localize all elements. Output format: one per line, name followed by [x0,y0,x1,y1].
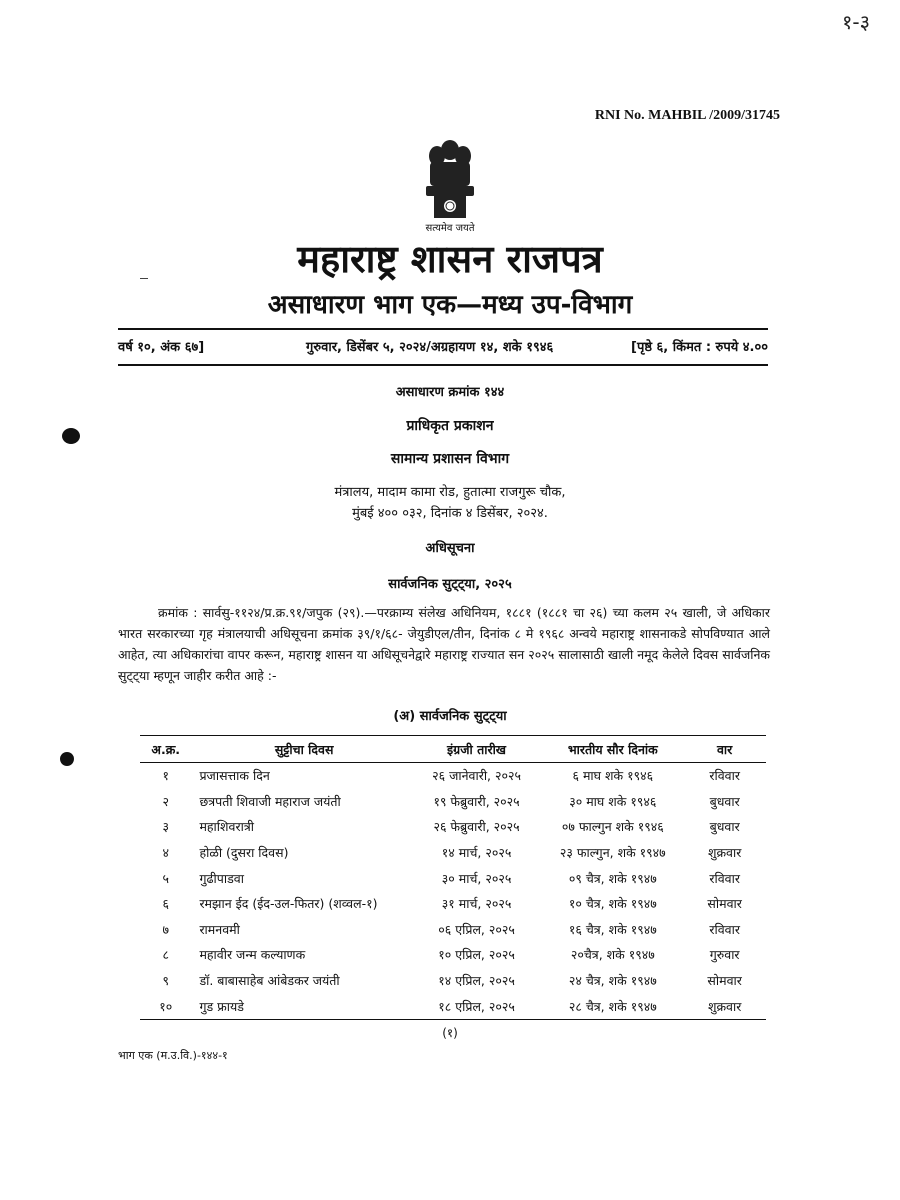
page-number: (१) [442,1026,458,1040]
header-rule-bottom [118,364,768,366]
department-name: सामान्य प्रशासन विभाग [390,451,510,467]
cell-english-date: १४ मार्च, २०२५ [441,845,512,861]
cell-saka-date: १० चैत्र, शके १९४७ [568,896,657,912]
table-row [140,942,766,968]
cell-holiday: महावीर जन्म कल्याणक [199,947,306,963]
address-line-1: मंत्रालय, मादाम कामा रोड, हुतात्मा राजगुरू चौक, [334,485,566,500]
table-row [140,789,766,815]
table-row [140,968,766,994]
cell-saka-date: २०चैत्र, शके १९४७ [570,947,655,963]
table-row [140,814,766,840]
cell-serial: ८ [162,947,169,963]
volume-issue: वर्ष १०, अंक ६७] [118,340,205,355]
gazette-subtitle: असाधारण भाग एक—मध्य उप-विभाग [267,290,633,320]
handwritten-page-note: १-३ [841,10,870,34]
header-english-date: इंग्रजी तारीख [411,736,542,763]
issue-meta [118,337,768,359]
cell-holiday: रामनवमी [199,921,240,937]
cell-english-date: २६ जानेवारी, २०२५ [432,768,522,784]
pages-price: [पृष्ठे ६, किंमत : रुपये ४.०० [631,340,768,355]
cell-saka-date: ६ माघ शके १९४६ [572,768,654,784]
punch-hole-mark [62,428,80,444]
cell-holiday: डॉ. बाबासाहेब आंबेडकर जयंती [199,973,340,989]
cell-serial: ५ [162,870,169,886]
cell-saka-date: ०७ फाल्गुन शके १९४६ [561,819,664,835]
table-header-row [140,736,766,763]
cell-holiday: महाशिवरात्री [199,819,254,835]
cell-english-date: ३० मार्च, २०२५ [441,870,512,886]
cell-saka-date: २३ फाल्गुन, शके १९४७ [559,845,666,861]
cell-serial: ९ [162,973,169,989]
cell-weekday: रविवार [709,870,740,886]
notification-heading: अधिसूचना [425,541,475,556]
cell-weekday: सोमवार [707,973,742,989]
header-saka-date: भारतीय सौर दिनांक [542,736,683,763]
header-holiday: सुट्टीचा दिवस [191,736,410,763]
header-serial: अ.क्र. [140,736,191,763]
cell-saka-date: २४ चैत्र, शके १९४७ [568,973,657,989]
authority-line: प्राधिकृत प्रकाशन [406,418,494,434]
cell-serial: १० [140,993,191,1019]
cell-weekday: बुधवार [709,793,740,809]
cell-weekday: गुरुवार [709,947,740,963]
notification-subject: सार्वजनिक सुट्ट्या, २०२५ [388,577,512,592]
header-rule-top [118,328,768,330]
address-line-2: मुंबई ४०० ०३२, दिनांक ४ डिसेंबर, २०२४. [352,506,548,521]
cell-serial: ६ [162,896,169,912]
table-row [140,891,766,917]
table-row [140,993,766,1019]
gazette-title: महाराष्ट्र शासन राजपत्र [297,237,603,281]
footer-reference: भाग एक (म.उ.वि.)-१४४-१ [118,1049,228,1062]
cell-saka-date: २८ चैत्र, शके १९४७ [542,993,683,1019]
table-row [140,917,766,943]
cell-holiday: रमझान ईद (ईद-उल-फितर) (शव्वल-१) [199,896,378,912]
cell-saka-date: ३० माघ शके १९४६ [569,793,657,809]
issue-date: गुरुवार, डिसेंबर ५, २०२४/अग्रहायण १४, शके १९४६ [306,340,554,355]
extraordinary-number: असाधारण क्रमांक १४४ [395,385,505,400]
emblem-motto: सत्यमेव जयते [425,223,475,234]
cell-weekday: रविवार [709,768,740,784]
cell-weekday: रविवार [709,921,740,937]
header-weekday: वार [683,736,766,763]
cell-english-date: १९ फेब्रुवारी, २०२५ [433,793,520,809]
holiday-table [140,735,766,1020]
cell-holiday: गुड फ्रायडे [191,993,410,1019]
cell-weekday: शुक्रवार [683,993,766,1019]
cell-saka-date: ०९ चैत्र, शके १९४७ [568,870,657,886]
cell-holiday: गुढीपाडवा [199,870,244,886]
cell-holiday: होळी (दुसरा दिवस) [199,845,289,861]
cell-serial: ७ [162,921,169,937]
rni-number: RNI No. MAHBIL /2009/31745 [594,108,780,123]
ashoka-emblem-icon [410,136,490,226]
cell-serial: २ [162,793,169,809]
margin-mark [140,278,148,279]
cell-weekday: शुक्रवार [707,845,742,861]
cell-holiday: प्रजासत्ताक दिन [199,768,270,784]
cell-english-date: १० एप्रिल, २०२५ [438,947,515,963]
cell-holiday: छत्रपती शिवाजी महाराज जयंती [199,793,341,809]
cell-english-date: ३१ मार्च, २०२५ [441,896,512,912]
cell-english-date: ०६ एप्रिल, २०२५ [438,921,515,937]
cell-weekday: सोमवार [707,896,742,912]
cell-serial: ४ [162,845,169,861]
cell-weekday: बुधवार [709,819,740,835]
cell-english-date: १८ एप्रिल, २०२५ [411,993,542,1019]
table-row [140,865,766,891]
cell-english-date: २६ फेब्रुवारी, २०२५ [433,819,520,835]
notification-body: क्रमांक : सार्वसु-११२४/प्र.क्र.९१/जपुक (२९).—परक्राम्य संलेख अधिनियम, १८८१ (१८८१ चा २६) च्या कलम २५ खाली, जे अधिकार भारत सरकारच्या गृह मंत्रालयाची अधिसूचना क्रमांक ३९/१/६८- जेयुडीएल/तीन, दिनांक ८ मे १९६८ अन्वये महाराष्ट्र शासनाकडे सोपविण्यात आले आहेत, त्या अधिकारांचा वापर करून, महाराष्ट्र शासन या अधिसूचनेद्वारे महाराष्ट्र राज्यात सन २०२५ सालासाठी खाली नमूद केलेले दिवस सार्वजनिक सुट्ट्या म्हणून जाहीर करीत आहे :- [118,605,770,683]
table-row [140,763,766,789]
cell-serial: ३ [162,819,169,835]
punch-hole-mark [60,752,74,766]
holiday-table-title: (अ) सार्वजनिक सुट्ट्या [393,709,507,724]
cell-english-date: १४ एप्रिल, २०२५ [438,973,515,989]
table-row [140,840,766,866]
cell-saka-date: १६ चैत्र, शके १९४७ [568,921,657,937]
cell-serial: १ [162,768,169,784]
